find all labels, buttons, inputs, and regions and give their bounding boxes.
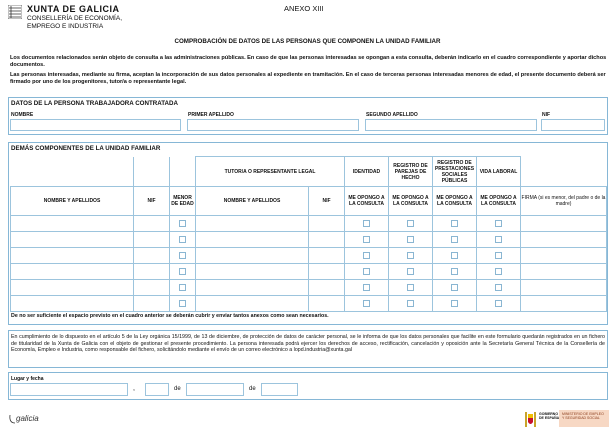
oppose-work-checkbox[interactable]: [495, 300, 502, 307]
day-input[interactable]: [145, 383, 169, 396]
oppose-couples-checkbox[interactable]: [407, 252, 414, 259]
oppose-social-checkbox[interactable]: [451, 268, 458, 275]
oppose-couples-checkbox[interactable]: [407, 236, 414, 243]
couples-registry-header: REGISTRO DE PAREJAS DE HECHO: [389, 157, 433, 187]
member-name-cell[interactable]: [11, 280, 134, 296]
family-row: [11, 264, 607, 280]
ministry-line-1: MINISTERIO DE EMPLEO: [562, 412, 604, 416]
family-row: [11, 232, 607, 248]
place-date-label: Lugar y fecha: [11, 376, 44, 382]
guardian-nif-cell[interactable]: [309, 232, 345, 248]
col-guardian-nif-header: NIF: [309, 187, 345, 216]
oppose-work-checkbox[interactable]: [495, 220, 502, 227]
minor-checkbox[interactable]: [179, 236, 186, 243]
member-name-cell[interactable]: [11, 264, 134, 280]
minor-checkbox[interactable]: [179, 300, 186, 307]
guardian-name-cell[interactable]: [196, 264, 309, 280]
guardian-name-cell[interactable]: [196, 216, 309, 232]
oppose-identity-checkbox[interactable]: [363, 220, 370, 227]
member-nif-cell[interactable]: [134, 280, 170, 296]
worker-name-label: NOMBRE: [11, 112, 34, 118]
oppose-work-checkbox[interactable]: [495, 252, 502, 259]
oppose-identity-checkbox[interactable]: [363, 300, 370, 307]
member-nif-cell[interactable]: [134, 216, 170, 232]
guardian-name-cell[interactable]: [196, 280, 309, 296]
oppose-social-checkbox[interactable]: [451, 252, 458, 259]
page-title: COMPROBACIÓN DE DATOS DE LAS PERSONAS QUE COMPONEN LA UNIDAD FAMILIAR: [174, 38, 441, 45]
de-separator-1: de: [174, 386, 181, 392]
oppose-couples-checkbox[interactable]: [407, 300, 414, 307]
worker-first-surname-input[interactable]: [187, 119, 359, 131]
col-oppose-work-header: ME OPONGO A LA CONSULTA: [477, 187, 521, 216]
minor-checkbox[interactable]: [179, 220, 186, 227]
guardian-nif-cell[interactable]: [309, 248, 345, 264]
signature-cell[interactable]: [521, 248, 607, 264]
guardian-nif-cell[interactable]: [309, 216, 345, 232]
galicia-brand: galicia: [16, 414, 39, 423]
oppose-social-checkbox[interactable]: [451, 220, 458, 227]
guardian-nif-cell[interactable]: [309, 264, 345, 280]
signature-cell[interactable]: [521, 280, 607, 296]
member-nif-cell[interactable]: [134, 248, 170, 264]
year-input[interactable]: [261, 383, 298, 396]
oppose-identity-checkbox[interactable]: [363, 252, 370, 259]
oppose-identity-checkbox[interactable]: [363, 236, 370, 243]
family-table: [10, 156, 607, 312]
oppose-social-checkbox[interactable]: [451, 300, 458, 307]
member-nif-cell[interactable]: [134, 264, 170, 280]
oppose-identity-checkbox[interactable]: [363, 268, 370, 275]
family-row: [11, 296, 607, 312]
member-name-cell[interactable]: [11, 248, 134, 264]
oppose-couples-checkbox[interactable]: [407, 220, 414, 227]
guardian-name-cell[interactable]: [196, 296, 309, 312]
signature-cell[interactable]: [521, 296, 607, 312]
worker-nif-label: NIF: [542, 112, 551, 118]
family-row: [11, 248, 607, 264]
worker-second-surname-input[interactable]: [365, 119, 537, 131]
oppose-work-checkbox[interactable]: [495, 236, 502, 243]
department-line-1: CONSELLERÍA DE ECONOMÍA,: [27, 15, 122, 22]
oppose-identity-checkbox[interactable]: [363, 284, 370, 291]
oppose-work-checkbox[interactable]: [495, 268, 502, 275]
de-separator-2: de: [249, 386, 256, 392]
comma-separator: ,: [133, 385, 135, 392]
guardian-name-cell[interactable]: [196, 232, 309, 248]
signature-cell[interactable]: [521, 216, 607, 232]
family-section-title: DEMÁS COMPONENTES DE LA UNIDAD FAMILIAR: [11, 145, 161, 152]
oppose-work-checkbox[interactable]: [495, 284, 502, 291]
oppose-couples-checkbox[interactable]: [407, 284, 414, 291]
col-oppose-social-header: ME OPONGO A LA CONSULTA: [433, 187, 477, 216]
minor-checkbox[interactable]: [179, 268, 186, 275]
worker-name-input[interactable]: [10, 119, 181, 131]
intro-paragraph-1: Los documentos relacionados serán objeto de consulta a las administraciones públicas. En caso de que las personas interesadas se opongan a esta consulta, deberán indicarlo en el cuadro correspondiente y aportar dichos documentos.: [10, 55, 607, 68]
worker-section-title: DATOS DE LA PERSONA TRABAJADORA CONTRATADA: [11, 100, 178, 107]
family-row: [11, 216, 607, 232]
col-oppose-couples-header: ME OPONGO A LA CONSULTA: [389, 187, 433, 216]
guardian-nif-cell[interactable]: [309, 296, 345, 312]
col-name-header: NOMBRE Y APELLIDOS: [11, 187, 134, 216]
social-benefits-header: REGISTRO DE PRESTACIONES SOCIALES PÚBLICAS: [433, 157, 477, 187]
worker-first-surname-label: PRIMER APELLIDO: [188, 112, 234, 118]
worker-second-surname-label: SEGUNDO APELLIDO: [366, 112, 418, 118]
col-guardian-name-header: NOMBRE Y APELLIDOS: [196, 187, 309, 216]
minor-checkbox[interactable]: [179, 252, 186, 259]
member-nif-cell[interactable]: [134, 232, 170, 248]
org-name: XUNTA DE GALICIA: [27, 4, 120, 14]
col-oppose-identity-header: ME OPONGO A LA CONSULTA: [345, 187, 389, 216]
signature-cell[interactable]: [521, 264, 607, 280]
col-signature-header: FIRMA (si es menor, del padre o de la madre): [521, 187, 607, 216]
privacy-notice: En cumplimiento de lo dispuesto en el artículo 5 de la Ley orgánica 15/1999, de 13 de diciembre, de protección de datos de carácter personal, se le informa de que los datos personales que facilite en este formulario quedarán registrados en un fichero de titularidad de la Xunta de Galicia con el objeto de gestionar el presente procedimiento. La persona interesada podrá ejercer los derechos de acceso, rectificación, cancelación y oposición ante la Secretaría General Técnica de la Consellería de Economía, Empleo e Industria, como responsable del fichero, solicitándolo mediante el envío de un correo electrónico a lopd.industria@xunta.gal: [11, 334, 605, 354]
guardian-group-header: TUTOR/A O REPRESENTANTE LEGAL: [196, 157, 345, 187]
place-input[interactable]: [10, 383, 128, 396]
worker-nif-input[interactable]: [541, 119, 605, 131]
member-name-cell[interactable]: [11, 216, 134, 232]
family-row: [11, 280, 607, 296]
annex-label: ANEXO XIII: [284, 4, 324, 13]
minor-checkbox[interactable]: [179, 284, 186, 291]
spain-coat-of-arms-icon: [524, 411, 537, 433]
ministry-line-2: Y SEGURIDAD SOCIAL: [562, 416, 600, 420]
government-line-2: DE ESPAÑA: [539, 416, 560, 420]
oppose-social-checkbox[interactable]: [451, 236, 458, 243]
guardian-nif-cell[interactable]: [309, 280, 345, 296]
month-input[interactable]: [186, 383, 244, 396]
col-minor-header: MENOR DE EDAD: [170, 187, 196, 216]
government-line-1: GOBIERNO: [539, 412, 559, 416]
oppose-couples-checkbox[interactable]: [407, 268, 414, 275]
intro-paragraph-2: Las personas interesadas, mediante su firma, aceptan la incorporación de sus datos personales al expediente en tramitación. En el caso de terceras personas interesadas menores de edad, el presente documento deberá ser firmado por uno de los progenitores, tutor/a o representante legal.: [10, 72, 606, 85]
work-life-header: VIDA LABORAL: [477, 157, 521, 187]
identity-header: IDENTIDAD: [345, 157, 389, 187]
family-footnote: De no ser suficiente el espacio previsto en el cuadro anterior se deberán cubrir y enviar tantos anexos como sean necesarios.: [11, 313, 329, 319]
member-nif-cell[interactable]: [134, 296, 170, 312]
member-name-cell[interactable]: [11, 232, 134, 248]
guardian-name-cell[interactable]: [196, 248, 309, 264]
oppose-social-checkbox[interactable]: [451, 284, 458, 291]
department-line-2: EMPREGO E INDUSTRIA: [27, 23, 104, 30]
member-name-cell[interactable]: [11, 296, 134, 312]
signature-cell[interactable]: [521, 232, 607, 248]
col-nif-header: NIF: [134, 187, 170, 216]
xunta-logo-icon: [8, 5, 22, 19]
